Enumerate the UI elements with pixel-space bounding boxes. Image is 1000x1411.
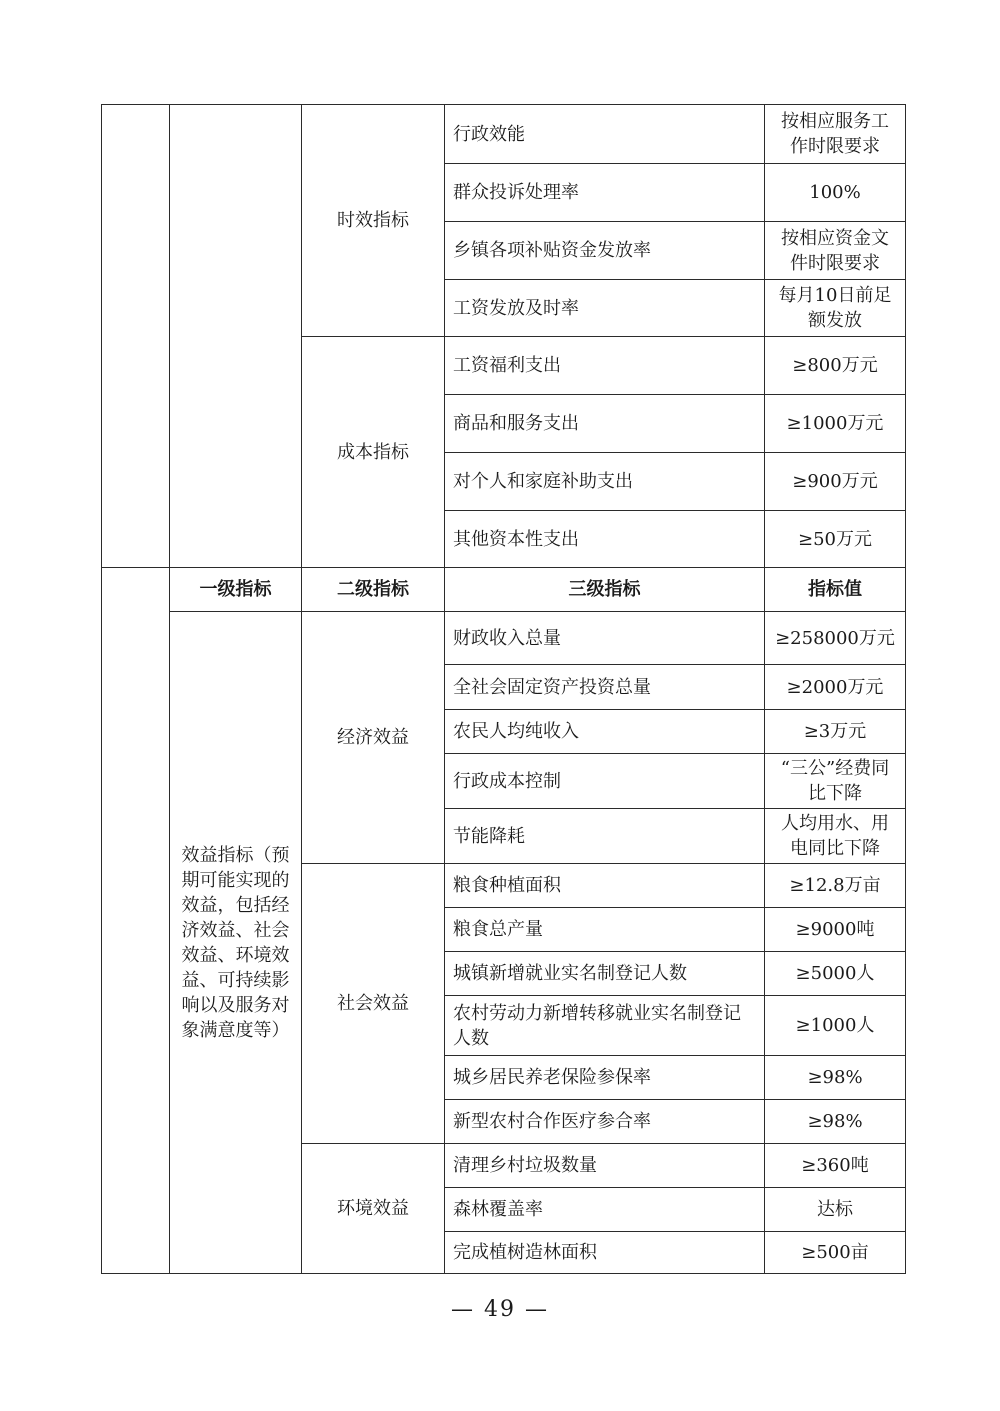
level2-cell-cost: 成本指标	[302, 337, 445, 568]
indicator-cell: 粮食种植面积	[445, 864, 765, 908]
value-cell: ≥500亩	[765, 1232, 906, 1274]
indicator-table	[101, 104, 906, 1274]
value-cell: ≥2000万元	[765, 665, 906, 710]
indicator-cell: 城镇新增就业实名制登记人数	[445, 952, 765, 996]
value-cell: 按相应资金文件时限要求	[765, 222, 906, 280]
value-cell: ≥800万元	[765, 337, 906, 395]
value-cell: ≥1000万元	[765, 395, 906, 453]
value-cell: ≥258000万元	[765, 612, 906, 665]
value-cell: ≥3万元	[765, 710, 906, 754]
value-cell: ≥1000人	[765, 996, 906, 1056]
indicator-cell: 粮食总产量	[445, 908, 765, 952]
value-cell: “三公”经费同比下降	[765, 754, 906, 809]
value-cell: 人均用水、用电同比下降	[765, 809, 906, 864]
level2-cell-social: 社会效益	[302, 864, 445, 1144]
value-cell: ≥9000吨	[765, 908, 906, 952]
value-cell: ≥5000人	[765, 952, 906, 996]
page-number: — 49 —	[451, 1297, 549, 1322]
indicator-cell: 完成植树造林面积	[445, 1232, 765, 1274]
indicator-cell: 乡镇各项补贴资金发放率	[445, 222, 765, 280]
header-level3: 三级指标	[445, 568, 765, 612]
header-value: 指标值	[765, 568, 906, 612]
header-level1: 一级指标	[170, 568, 302, 612]
indicator-cell: 农村劳动力新增转移就业实名制登记人数	[445, 996, 765, 1056]
value-cell: 按相应服务工作时限要求	[765, 105, 906, 164]
level1-cell-benefit: 效益指标（预期可能实现的效益，包括经济效益、社会效益、环境效益、可持续影响以及服务对象满意度等）	[170, 612, 302, 1274]
value-cell: ≥360吨	[765, 1144, 906, 1188]
indicator-cell: 工资福利支出	[445, 337, 765, 395]
indicator-cell: 其他资本性支出	[445, 511, 765, 568]
indicator-cell: 行政效能	[445, 105, 765, 164]
indicator-cell: 商品和服务支出	[445, 395, 765, 453]
upper-level1-cell	[170, 105, 302, 568]
value-cell: ≥12.8万亩	[765, 864, 906, 908]
outer-left-cell	[102, 105, 170, 568]
level2-cell-environment: 环境效益	[302, 1144, 445, 1274]
indicator-cell: 新型农村合作医疗参合率	[445, 1100, 765, 1144]
indicator-cell: 清理乡村垃圾数量	[445, 1144, 765, 1188]
indicator-cell: 节能降耗	[445, 809, 765, 864]
level2-cell-timeliness: 时效指标	[302, 105, 445, 337]
indicator-cell: 森林覆盖率	[445, 1188, 765, 1232]
value-cell: ≥98%	[765, 1056, 906, 1100]
value-cell: ≥98%	[765, 1100, 906, 1144]
indicator-cell: 财政收入总量	[445, 612, 765, 665]
indicator-cell: 群众投诉处理率	[445, 164, 765, 222]
indicator-cell: 工资发放及时率	[445, 280, 765, 337]
outer-left-cell-lower	[102, 568, 170, 1274]
indicator-cell: 对个人和家庭补助支出	[445, 453, 765, 511]
indicator-cell: 农民人均纯收入	[445, 710, 765, 754]
level2-cell-economic: 经济效益	[302, 612, 445, 864]
value-cell: 每月10日前足额发放	[765, 280, 906, 337]
value-cell: 达标	[765, 1188, 906, 1232]
indicator-cell: 城乡居民养老保险参保率	[445, 1056, 765, 1100]
value-cell: 100%	[765, 164, 906, 222]
value-cell: ≥50万元	[765, 511, 906, 568]
indicator-cell: 行政成本控制	[445, 754, 765, 809]
value-cell: ≥900万元	[765, 453, 906, 511]
header-level2: 二级指标	[302, 568, 445, 612]
indicator-cell: 全社会固定资产投资总量	[445, 665, 765, 710]
